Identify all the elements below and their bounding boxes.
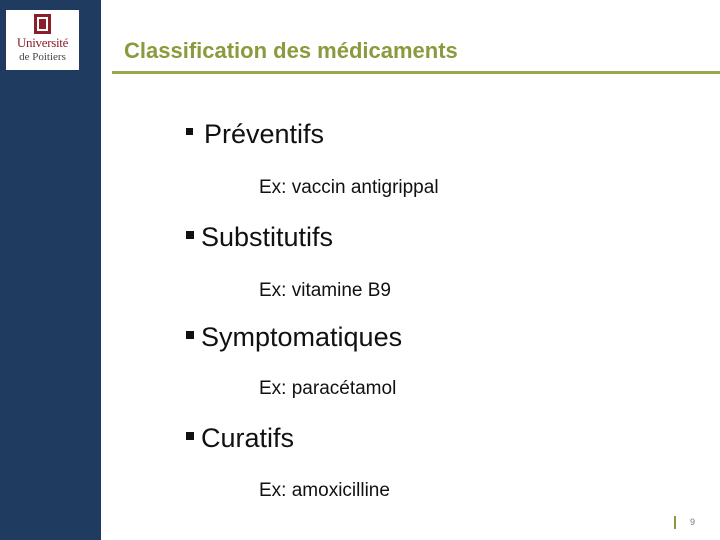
bullet-item-substitutifs xyxy=(186,222,333,253)
square-bullet-icon xyxy=(186,231,194,239)
title-underline xyxy=(112,71,720,74)
crest-icon xyxy=(34,14,51,34)
university-logo xyxy=(6,10,79,70)
square-bullet-icon xyxy=(186,432,194,440)
logo-text-line1: Université xyxy=(16,35,69,50)
example-curatifs: Ex: amoxicilline xyxy=(259,480,390,501)
logo-text-line2: de Poitiers xyxy=(19,51,66,63)
square-bullet-icon xyxy=(186,331,194,339)
example-substitutifs: Ex: vitamine B9 xyxy=(259,280,391,301)
bullet-label: Symptomatiques xyxy=(201,322,403,352)
bullet-item-curatifs xyxy=(186,423,294,454)
example-symptomatiques: Ex: paracétamol xyxy=(259,378,397,399)
bullet-item-symptomatiques xyxy=(186,322,402,353)
sidebar xyxy=(0,0,101,540)
page-number: 9 xyxy=(690,517,696,527)
bullet-label: Curatifs xyxy=(201,423,295,453)
bullet-label: Substitutifs xyxy=(201,222,334,252)
bullet-item-preventifs xyxy=(186,119,324,150)
example-preventifs: Ex: vaccin antigrippal xyxy=(259,177,439,198)
square-bullet-icon xyxy=(186,128,193,135)
slide-title: Classification des médicaments xyxy=(124,38,458,63)
page-number-marker xyxy=(674,516,676,529)
bullet-label: Préventifs xyxy=(204,119,325,149)
